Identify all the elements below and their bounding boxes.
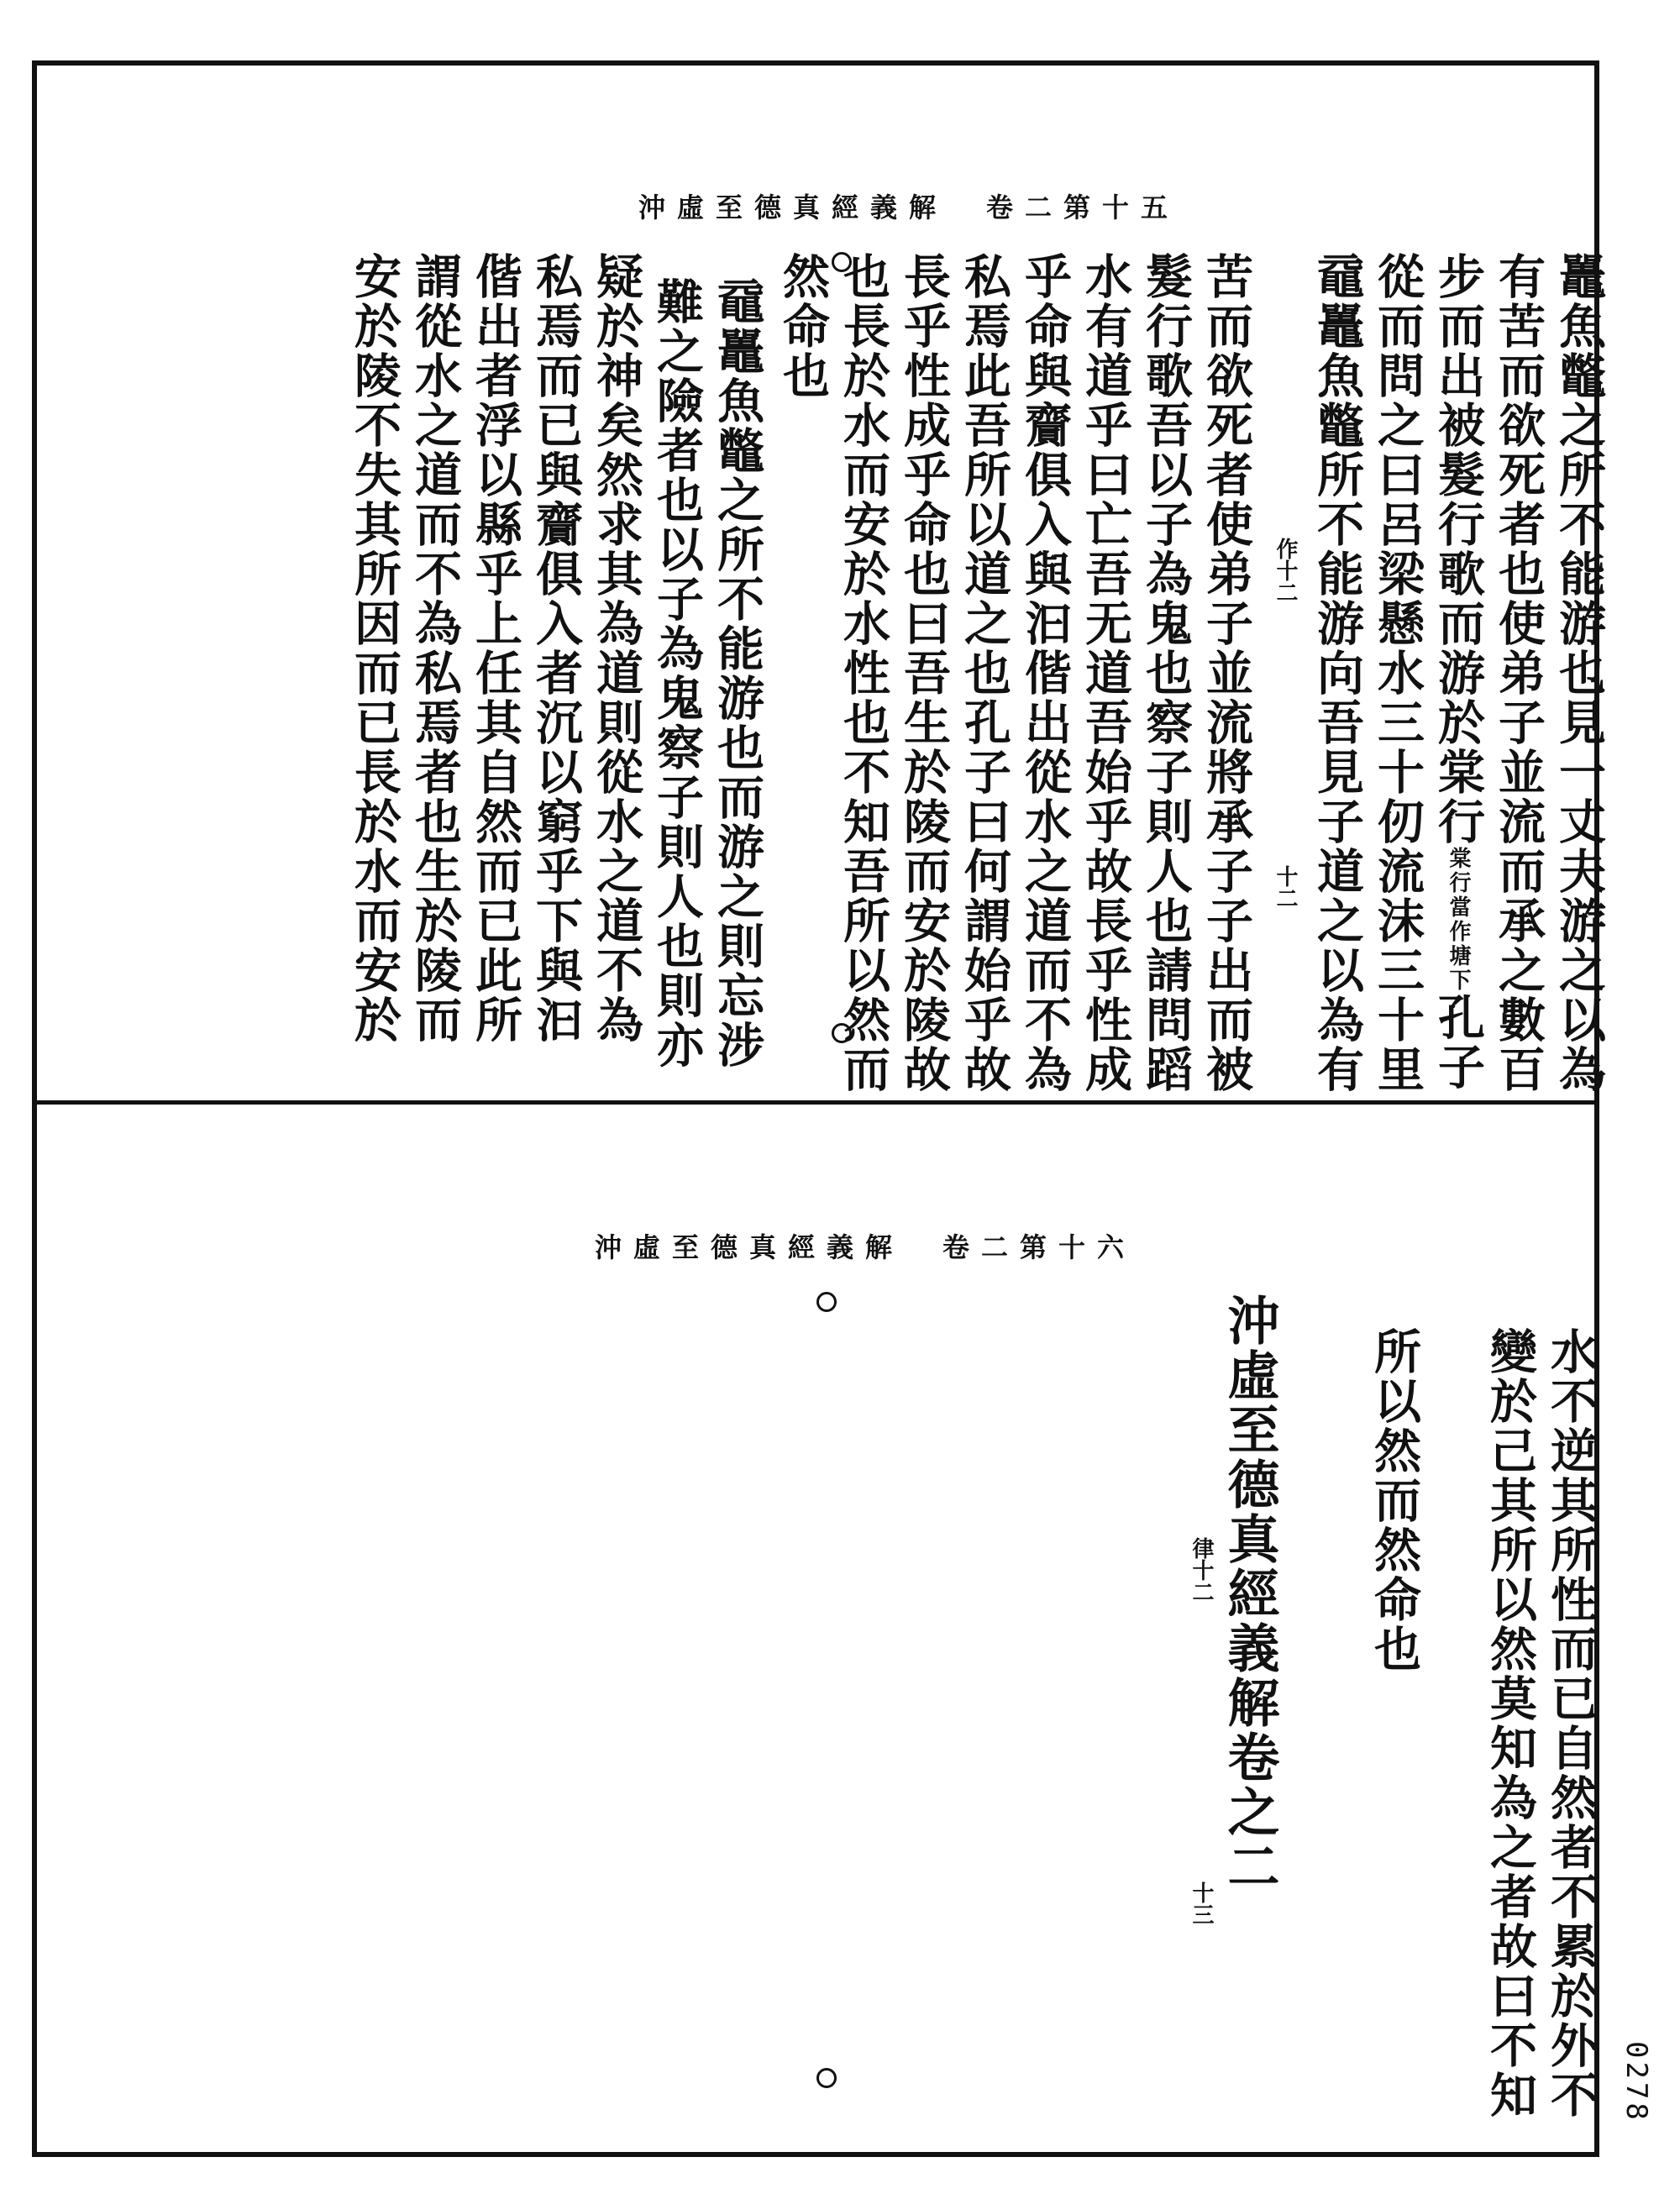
upper-column-7: 髮行歌吾以子為鬼也察子則人也請問蹈 [1138, 252, 1194, 1094]
upper-column-9: 乎命與齎俱入與汩偕出從水之道而不為 [1017, 252, 1073, 1094]
upper-marginal-note-1: 作十二 [1273, 538, 1298, 603]
upper-column-4: 從而問之曰呂梁懸水三十仞流沫三十里 [1370, 252, 1425, 1094]
lower-column-3: 所以然而然命也 [1367, 1327, 1422, 1674]
upper-column-13: 然命也 [775, 252, 831, 401]
lower-column-1: 水不逆其所性而已自然者不累於外不 [1543, 1327, 1599, 2120]
lower-marginal-note-1: 律十二 [1189, 1537, 1214, 1603]
upper-column-2: 有苦而欲死者也使弟子並流而承之數百 [1491, 252, 1546, 1094]
upper-running-header: 沖虛至德真經義解 卷二第十五 [638, 192, 1180, 223]
upper-column-20: 安於陵不失其所因而已長於水而安於 [347, 252, 402, 1045]
upper-column-17: 私焉而已與齎俱入者沉以窮乎下與汩 [528, 252, 584, 1045]
upper-column-5: 黿鼉魚鼈所不能游向吾見子道之以為有 [1310, 252, 1365, 1094]
lower-marginal-note-2: 十三 [1189, 1881, 1214, 1925]
lower-circle-mark-1 [816, 1292, 837, 1312]
page-divider [32, 1100, 1599, 1105]
upper-marginal-note-2: 十二 [1273, 865, 1298, 909]
upper-column-18: 偕出者浮以縣乎上任其自然而已此所 [468, 252, 523, 1045]
upper-column-3: 步而出被髮行歌而游於棠行棠行當作塘下孔子 [1431, 252, 1486, 1092]
upper-column-14: 黿鼉魚鼈之所不能游也而游之則忘涉 [710, 277, 765, 1070]
upper-column-6: 苦而欲死者使弟子並流將承子子出而被 [1199, 252, 1254, 1094]
upper-column-1: 鼉魚鼈之所不能游也見一丈夫游之以為 [1551, 252, 1607, 1094]
lower-column-2: 變於己其所以然莫知為之者故曰不知 [1483, 1327, 1538, 2120]
lower-circle-mark-2 [816, 2068, 837, 2088]
upper-column-12: 也長於水而安於水性也不知吾所以然而 [836, 252, 891, 1094]
lower-running-header: 沖虛至德真經義解 卷二第十六 [595, 1231, 1137, 1263]
upper-column-19: 謂從水之道而不為私焉者也生於陵而 [407, 252, 463, 1045]
upper-column-16: 疑於神矣然求其為道則從水之道不為 [589, 252, 644, 1045]
upper-column-8: 水有道乎曰亡吾无道吾始乎故長乎性成 [1078, 252, 1133, 1094]
upper-column-15: 難之險者也以子為鬼察子則人也則亦 [649, 277, 705, 1070]
page-number: 0278 [1620, 2041, 1653, 2123]
upper-column-10: 私焉此吾所以道之也孔子曰何謂始乎故 [957, 252, 1012, 1094]
upper-inline-note: 棠行當作塘下 [1446, 847, 1471, 993]
lower-title-column: 沖虛至德真經義解卷之二 [1219, 1294, 1280, 1894]
upper-column-11: 長乎性成乎命也曰吾生於陵而安於陵故 [896, 252, 952, 1094]
